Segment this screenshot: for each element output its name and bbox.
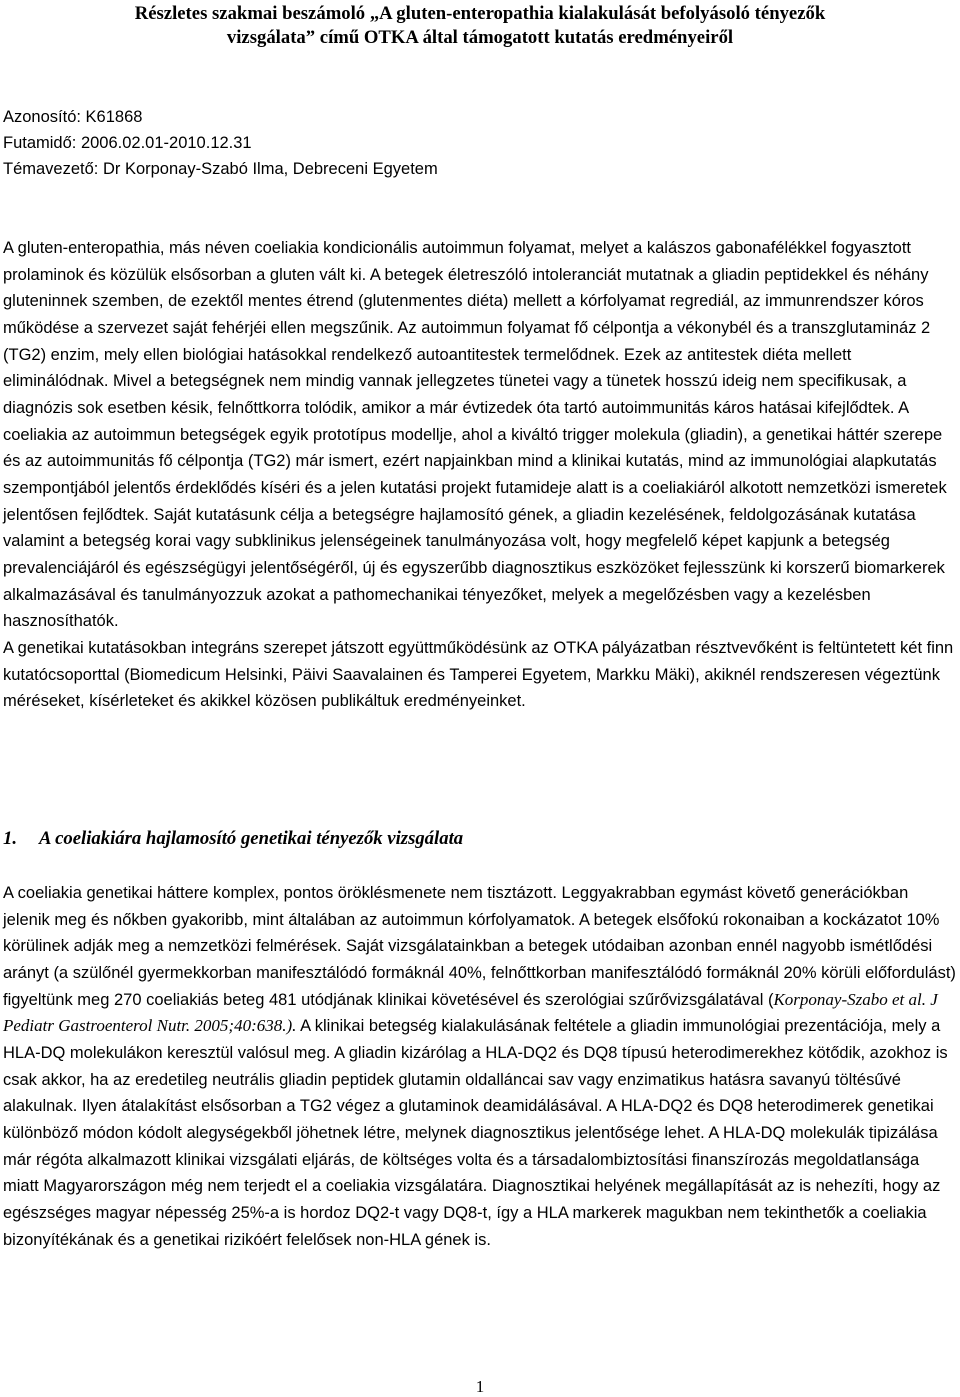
section-1-number: 1. <box>3 828 18 849</box>
title-line-1: Részletes szakmai beszámoló „A gluten-enteropathia kialakulását befolyásoló tényezők <box>134 3 826 24</box>
project-id: Azonosító: K61868 <box>3 108 143 126</box>
citation: Korponay-Szabo et al. J Pediatr Gastroenterol Nutr. 2005;40:638.). <box>3 989 938 1036</box>
intro-section <box>3 235 958 715</box>
project-meta <box>3 104 438 182</box>
section-1-paragraph <box>3 880 958 1253</box>
page-number: 1 <box>475 1377 485 1396</box>
section-1-text-part-1: A coeliakia genetikai háttere komplex, pontos öröklésmenete nem tisztázott. Leggyakrabban egymást követő generációkban jelenik meg és nőkben gyakoribb, mint általában az autoimmun kórfolyamatok. A betegek elsőfokú rokonaiban a kockázatot 10% körülinek adják meg a nemzetközi felmérések. Saját vizsgálatainkban a betegek utódaiban azonban ennél nagyobb ismétlődési arányt (a szülőnél gyermekkorban manifesztálódó formáknál 40%, felnőttkorban manifesztálódó formáknál 20% körüli előfordulást) figyeltünk meg 270 coeliakiás beteg 481 utódjának klinikai követésével és szerológiai szűrővizsgálatával ( <box>3 884 956 1009</box>
intro-paragraph-2: A genetikai kutatásokban integráns szerepet játszott együttműködésünk az OTKA pályázatban résztvevőként is feltüntetett két finn kutatócsoporttal (Biomedicum Helsinki, Päivi Saavalainen és Tamperei Egyetem, Markku Mäki), akiknél rendszeresen végeztünk méréseket, kísérleteket és akikkel közösen publikáltuk eredményeinket. <box>3 638 954 711</box>
project-duration: Futamidő: 2006.02.01-2010.12.31 <box>3 134 252 152</box>
intro-paragraph-1: A gluten-enteropathia, más néven coeliakia kondicionális autoimmun folyamat, melyet a kalászos gabonafélékkel fogyasztott prolaminok és közülük elsősorban a gluten vált ki. A betegek életreszóló intoleranciát mutatnak a gliadin peptidekkel és néhány gluteninnek szemben, de ezektől mentes étrend (glutenmentes diéta) mellett a kórfolyamat regrediál, az immunrendszer kóros működése a szervezet saját fehérjéi ellen megszűnik. Az autoimmun folyamat fő célpontja a vékonybél és a transzglutamináz 2 (TG2) enzim, mely ellen biológiai hatásokkal rendelkező autoantitestek termelődnek. Ezek az antitestek diéta mellett eliminálódnak. Mivel a betegségnek nem mindig vannak jellegzetes tünetei vagy a tünetek hosszú ideig nem specifikusak, a diagnózis sok esetben késik, felnőttkorra tolódik, amikor a már évtizedek óta tartó autoimmunitás káros hatásai kifejlődtek. A coeliakia az autoimmun betegségek egyik prototípus modellje, ahol a kiváltó trigger molekula (gliadin), a genetikai háttér szerepe és az autoimmunitás fő célpontja (TG2) már ismert, ezért napjainkban mind a klinikai kutatás, mind az immunológiai alapkutatás szempontjából jelentős érdeklődés kíséri és a jelen kutatási projekt futamideje alatt is a coeliakiáról alkotott nemzetközi ismeretek jelentősen fejlődtek. Saját kutatásunk célja a betegségre hajlamosító gének, a gliadin kezelésének, feldolgozásának kutatása valamint a betegség korai vagy subklinikus jelenségeinek tanulmányozása volt, hogy megfelelő képet kapjunk a betegség prevalenciájáról és egészségügyi jelentőségéről, új és egyszerűbb diagnosztikus eszközöket fejlesszünk ki korszerű biomarkerek alkalmazásával és tanulmányozzuk azokat a pathomechanikai tényezőket, melyek a megelőzésben vagy a kezelésben hasznosíthatók. <box>3 239 947 631</box>
project-supervisor: Témavezető: Dr Korponay-Szabó Ilma, Debreceni Egyetem <box>3 160 438 178</box>
section-1-text-part-2: A klinikai betegség kialakulásának feltétele a gliadin immunológiai prezentációja, mely a HLA-DQ molekulákon keresztül valósul meg. A gliadin kizárólag a HLA-DQ2 és DQ8 típusú heterodimerekhez kötődik, azokhoz is csak akkor, ha az eredetileg neutrális gliadin peptidek glutamin oldalláncai sav vagy enzimatikus hatásra savanyú töltésűvé alakulnak. Ilyen átalakítást elsősorban a TG2 végez a glutaminok deamidálásával. A HLA-DQ2 és DQ8 heterodimerek genetikai különböző módon kódolt alegységekből jöhetnek létre, melynek diagnosztikus jelentősége lehet. A HLA-DQ molekulák tipizálása már régóta alkalmazott klinikai vizsgálati eljárás, de költséges volta és a társadalombiztosítási finanszírozás megoldatlansága miatt Magyarországon még nem terjedt el a coeliakia vizsgálatára. Diagnosztikai helyének megállapítását az is nehezíti, hogy az egészséges magyar népesség 25%-a is hordoz DQ2-t vagy DQ8-t, így a HLA markerek magukban nem tekinthetők a coeliakia bizonyítékának és a genetikai rizikóért felelősek non-HLA gének is. <box>3 1017 948 1249</box>
title-line-2: vizsgálata” című OTKA által támogatott kutatás eredményeiről <box>226 27 734 48</box>
document-title <box>0 2 960 50</box>
section-1-title: A coeliakiára hajlamosító genetikai tényezők vizsgálata <box>39 828 464 849</box>
section-1-heading <box>3 826 463 852</box>
section-1-body <box>3 880 958 1253</box>
